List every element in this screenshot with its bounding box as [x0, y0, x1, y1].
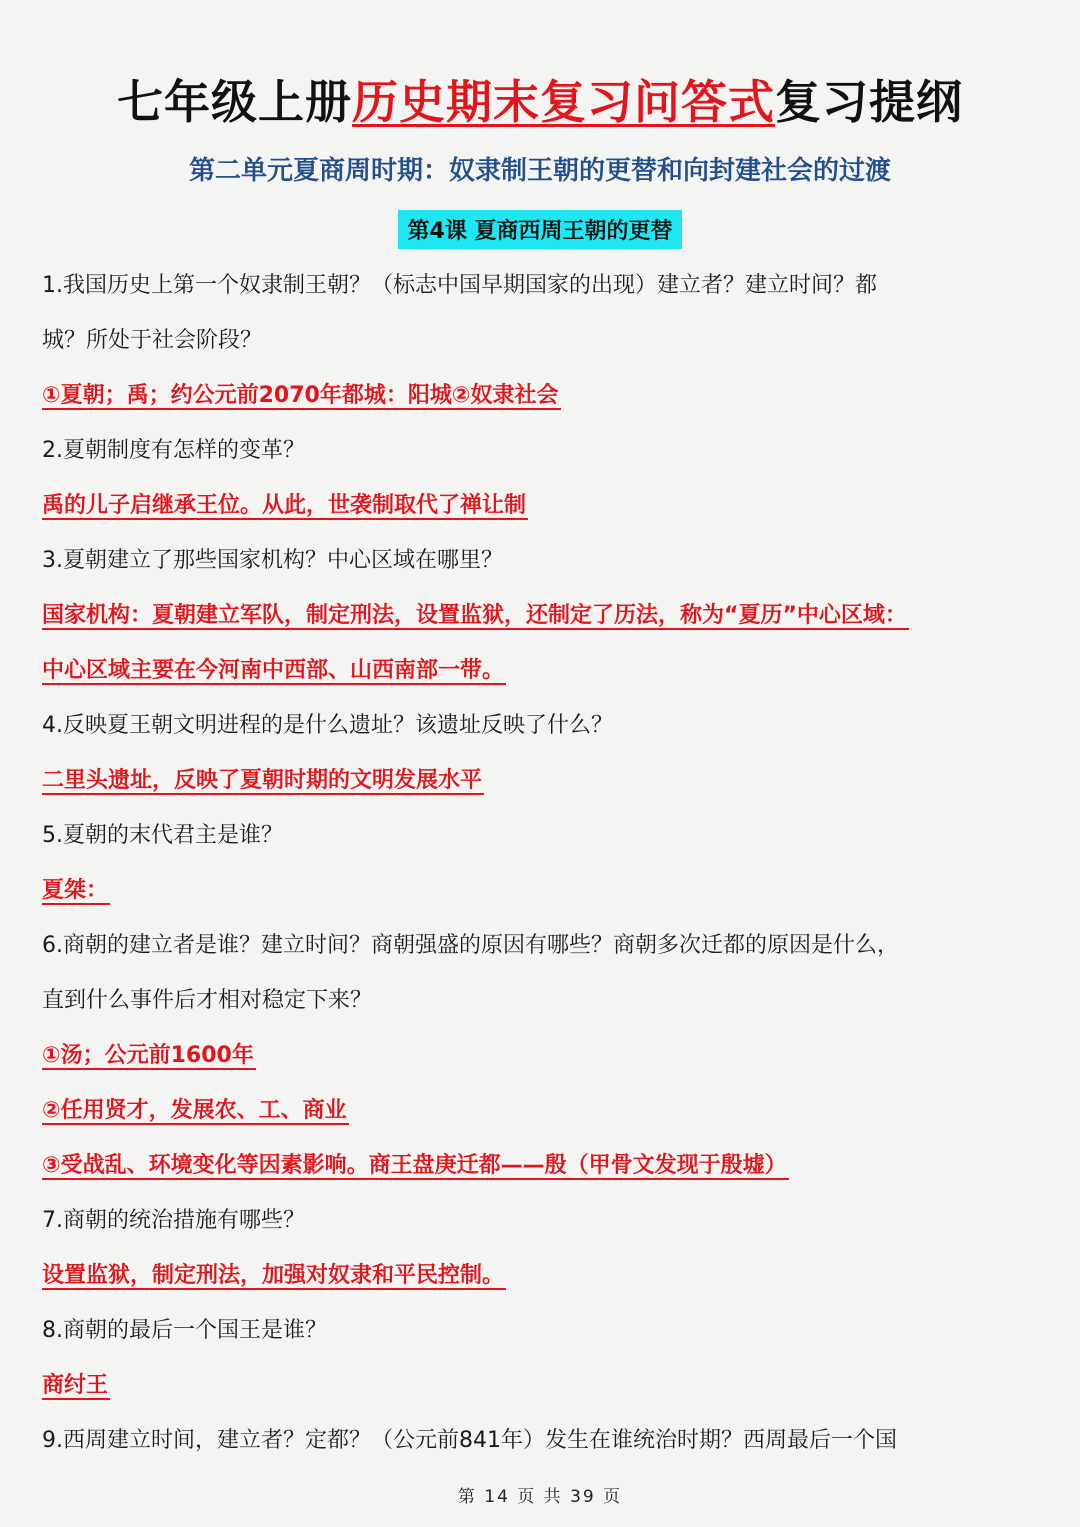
answer-line [42, 478, 1042, 533]
answer-text: 二里头遗址，反映了夏朝时期的文明发展水平 [42, 768, 483, 793]
answer-line [42, 753, 1042, 808]
answer-line [42, 863, 1042, 918]
answer-line [42, 1083, 1042, 1138]
answer-text: ①汤；公元前1600年 [42, 1043, 254, 1068]
answer-text: ②任用贤才，发展农、工、商业 [42, 1098, 347, 1123]
question-line: 7.商朝的统治措施有哪些？ [42, 1208, 305, 1233]
question-line: 4.反映夏王朝文明进程的是什么遗址？该遗址反映了什么？ [42, 713, 613, 738]
question-line: 9.西周建立时间，建立者？定都？（公元前841年）发生在谁统治时期？西周最后一个国 [42, 1428, 897, 1453]
answer-line [42, 588, 1042, 643]
answer-line [42, 1138, 1042, 1193]
question-line: 3.夏朝建立了那些国家机构？中心区域在哪里？ [42, 548, 503, 573]
answer-text: 商纣王 [42, 1373, 109, 1398]
question-line: 5.夏朝的末代君主是谁？ [42, 823, 283, 848]
answer-text: ③受战乱、环境变化等因素影响。商王盘庚迁都——殷（甲骨文发现于殷墟） [42, 1153, 787, 1178]
answer-line [42, 1028, 1042, 1083]
title-highlight: 历史期末复习问答式 [352, 75, 775, 129]
question-line: 6.商朝的建立者是谁？建立时间？商朝强盛的原因有哪些？商朝多次迁都的原因是什么， [42, 933, 899, 958]
answer-text: 国家机构：夏朝建立军队，制定刑法，设置监狱，还制定了历法，称为“夏历”中心区域： [42, 603, 907, 628]
answer-text: 夏桀： [42, 878, 109, 903]
lesson-heading: 第4课 夏商西周王朝的更替 [398, 210, 683, 249]
answer-text: 禹的儿子启继承王位。从此，世袭制取代了禅让制 [42, 493, 527, 518]
page-title [0, 66, 1080, 132]
question-line: 1.我国历史上第一个奴隶制王朝？（标志中国早期国家的出现）建立者？建立时间？都 [42, 273, 877, 298]
unit-subtitle: 第二单元夏商周时期：奴隶制王朝的更替和向封建社会的过渡 [188, 156, 891, 186]
answer-line [42, 1358, 1042, 1413]
answer-text: 设置监狱，制定刑法，加强对奴隶和平民控制。 [42, 1263, 505, 1288]
answer-line [42, 368, 1042, 423]
question-line: 直到什么事件后才相对稳定下来？ [42, 988, 373, 1013]
title-prefix: 七年级上册 [117, 75, 352, 129]
lesson-heading-wrap [0, 210, 1080, 249]
title-suffix: 复习提纲 [775, 75, 963, 129]
question-line: 2.夏朝制度有怎样的变革？ [42, 438, 305, 463]
answer-text: 中心区域主要在今河南中西部、山西南部一带。 [42, 658, 505, 683]
answer-text: ①夏朝；禹；约公元前2070年都城：阳城②奴隶社会 [42, 383, 559, 408]
page-footer: 第 14 页 共 39 页 [457, 1487, 623, 1507]
question-line: 8.商朝的最后一个国王是谁？ [42, 1318, 327, 1343]
answer-line [42, 643, 1042, 698]
question-line: 城？所处于社会阶段？ [42, 328, 263, 353]
qa-body [42, 258, 1042, 1468]
answer-line [42, 1248, 1042, 1303]
